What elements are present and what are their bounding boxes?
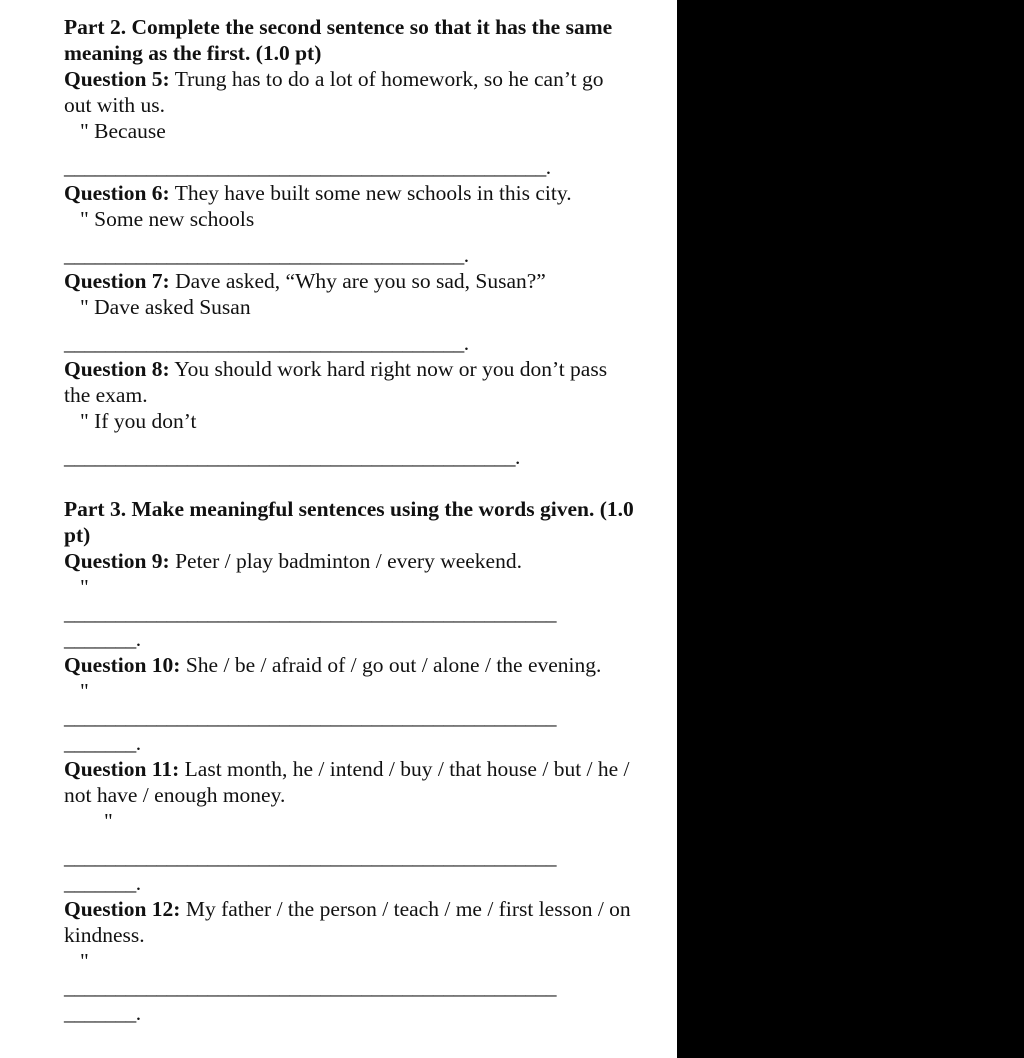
question-12 (64, 896, 634, 948)
answer-prompt: " Dave asked Susan (80, 295, 251, 319)
black-margin-panel (677, 0, 1024, 1058)
question-label: Question 6: (64, 181, 170, 205)
question-text: Peter / play badminton / every weekend. (169, 549, 522, 573)
answer-prompt: " Some new schools (80, 207, 255, 231)
answer-prompt: " (80, 679, 89, 703)
answer-prompt: " If you don’t (80, 409, 197, 433)
answer-line[interactable]: ____________________________________________. (64, 445, 520, 469)
part3-heading: Part 3. Make meaningful sentences using the words given. (1.0 pt) (64, 497, 634, 547)
question-text: Dave asked, “Why are you so sad, Susan?” (169, 269, 546, 293)
answer-line[interactable]: _______________________________________________. (64, 155, 551, 179)
answer-prompt: " (80, 949, 89, 973)
question-label: Question 7: (64, 269, 170, 293)
question-label: Question 10: (64, 653, 181, 677)
question-label: Question 12: (64, 897, 181, 921)
answer-line[interactable]: ________________________________________________ (64, 845, 556, 869)
question-text: They have built some new schools in this city. (169, 181, 572, 205)
answer-line-end[interactable]: _______. (64, 1001, 141, 1025)
question-text: You should work hard right now or you don’t pass the exam. (64, 357, 608, 407)
answer-line[interactable]: _______________________________________. (64, 243, 469, 267)
question-text: Trung has to do a lot of homework, so he can’t go out with us. (64, 67, 604, 117)
part2-heading: Part 2. Complete the second sentence so that it has the same meaning as the first. (1.0 pt) (64, 15, 613, 65)
answer-prompt: " Because (80, 119, 166, 143)
answer-prompt: " (104, 809, 113, 833)
question-7 (64, 268, 634, 294)
question-8 (64, 356, 634, 408)
worksheet-content (64, 14, 634, 1026)
question-9 (64, 548, 634, 574)
question-label: Question 9: (64, 549, 170, 573)
answer-line[interactable]: ________________________________________________ (64, 705, 556, 729)
question-6 (64, 180, 634, 206)
question-5 (64, 66, 634, 118)
question-text: My father / the person / teach / me / first lesson / on kindness. (64, 897, 631, 947)
question-10 (64, 652, 634, 678)
question-11 (64, 756, 634, 808)
answer-line[interactable]: ________________________________________________ (64, 975, 556, 999)
question-label: Question 5: (64, 67, 170, 91)
answer-line[interactable]: _______________________________________. (64, 331, 469, 355)
question-label: Question 8: (64, 357, 170, 381)
answer-line-end[interactable]: _______. (64, 627, 141, 651)
question-text: Last month, he / intend / buy / that house / but / he / not have / enough money. (64, 757, 630, 807)
answer-line[interactable]: ________________________________________________ (64, 601, 556, 625)
answer-line-end[interactable]: _______. (64, 731, 141, 755)
answer-line-end[interactable]: _______. (64, 871, 141, 895)
answer-prompt: " (80, 575, 89, 599)
question-text: She / be / afraid of / go out / alone / the evening. (180, 653, 602, 677)
question-label: Question 11: (64, 757, 180, 781)
